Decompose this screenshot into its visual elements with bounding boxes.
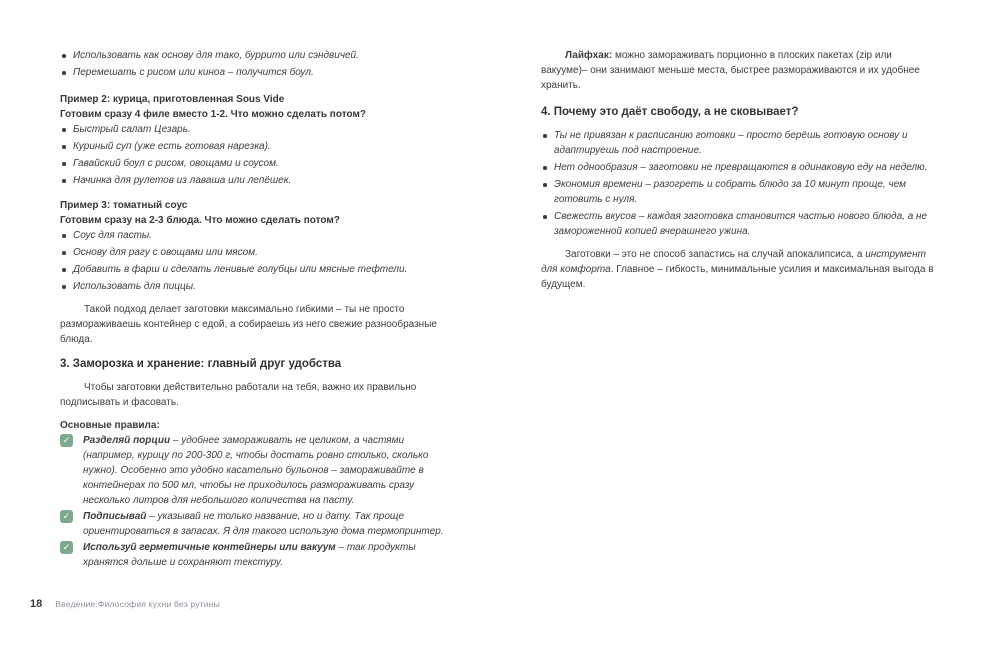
section-3-heading: 3. Заморозка и хранение: главный друг удобства: [60, 358, 342, 370]
checkbox-checked-icon: ✓: [60, 434, 73, 447]
closing-tail: . Главное – гибкость, минимальные усилия и максимальная выгода в будущем.: [541, 264, 934, 290]
rule-description: – удобнее замораживать не целиком, а частями (например, курицу по 200-300 г, чтобы достать ровно столько, сколько нужно). Особенно это удобно касательно бульонов – замораживайте в контейнерах по 500 мл, чтобы не приходилось размораживать сразу несколько литров для небольшого количества на пасту.: [83, 435, 429, 506]
rules-checklist: [60, 433, 450, 570]
rule-description: – указывай не только название, но и дату. Так проще ориентироваться в запасах. Я для такого использую дома термопринтер.: [83, 511, 444, 537]
checkbox-checked-icon: ✓: [60, 541, 73, 554]
page-footer: [30, 597, 220, 612]
closing-emphasis: инструмент для комфорта: [541, 249, 926, 275]
left-column: [60, 48, 450, 571]
flexibility-paragraph: Такой подход делает заготовки максимально гибкими – ты не просто размораживаешь контейнер с едой, а собираешь из него свежие разнообразные блюда.: [60, 304, 437, 345]
right-column: [541, 48, 939, 571]
example-3-block: [60, 198, 450, 294]
list-item: Ты не привязан к расписанию готовки – просто берёшь готовую основу и адаптируешь под настроение.: [541, 128, 939, 158]
list-item: Основу для рагу с овощами или мясом.: [60, 245, 450, 260]
book-page: [60, 48, 939, 571]
example-3-title: Пример 3: томатный соус: [60, 200, 188, 211]
rule-item-labeling: [60, 509, 450, 539]
example-3-bullet-list: [60, 228, 450, 294]
list-item: Куриный суп (уже есть готовая нарезка).: [60, 139, 450, 154]
rule-description: – так продукты хранятся дольше и сохраняют текстуру.: [83, 542, 416, 568]
closing-lead: Заготовки – это не способ запастись на случай апокалипсиса, а: [565, 249, 866, 260]
section-4-bullet-list: [541, 128, 939, 239]
list-item: Быстрый салат Цезарь.: [60, 122, 450, 137]
list-item: Нет однообразия – заготовки не превращаются в одинаковую еду на неделю.: [541, 160, 939, 175]
list-item: Экономия времени – разогреть и собрать блюдо за 10 минут проще, чем готовить с нуля.: [541, 177, 939, 207]
rule-item-portions: [60, 433, 450, 508]
list-item: Использовать как основу для тако, буррито или сэндвичей.: [60, 48, 450, 63]
chapter-title: Введение:Философия кухни без рутины: [55, 599, 220, 609]
lifehack-label: Лайфхак:: [565, 50, 613, 61]
list-item: Гавайский боул с рисом, овощами и соусом.: [60, 156, 450, 171]
rules-label: Основные правила:: [60, 420, 160, 431]
example-2-block: [60, 92, 450, 188]
example-3-question: Готовим сразу на 2-3 блюда. Что можно сделать потом?: [60, 215, 340, 226]
closing-paragraph: [541, 247, 939, 292]
list-item: Использовать для пиццы.: [60, 279, 450, 294]
example-2-question: Готовим сразу 4 филе вместо 1-2. Что можно сделать потом?: [60, 109, 366, 120]
rule-term: Разделяй порции: [83, 435, 171, 446]
list-item: Соус для пасты.: [60, 228, 450, 243]
section-4-heading: 4. Почему это даёт свободу, а не сковывает?: [541, 106, 799, 118]
list-item: Перемешать с рисом или киноа – получится боул.: [60, 65, 450, 80]
lifehack-paragraph: [541, 48, 939, 93]
lifehack-text: можно замораживать порционно в плоских пакетах (zip или вакууме)– они занимают меньше места, быстрее размораживаются и их удобнее хранить.: [541, 50, 920, 91]
list-item: Добавить в фарш и сделать ленивые голубцы или мясные тефтели.: [60, 262, 450, 277]
example-2-bullet-list: [60, 122, 450, 188]
checkbox-checked-icon: ✓: [60, 510, 73, 523]
rule-item-containers: [60, 540, 450, 570]
list-item: Начинка для рулетов из лаваша или лепёшек.: [60, 173, 450, 188]
carryover-bullet-list: [60, 48, 450, 80]
page-number: 18: [30, 598, 43, 610]
example-2-title: Пример 2: курица, приготовленная Sous Vide: [60, 94, 285, 105]
list-item: Свежесть вкусов – каждая заготовка становится частью нового блюда, а не замороженной копией вчерашнего ужина.: [541, 209, 939, 239]
rule-term: Используй герметичные контейнеры или вакуум: [83, 542, 336, 553]
section-3-intro-paragraph: Чтобы заготовки действительно работали на тебя, важно их правильно подписывать и фасовать.: [60, 382, 417, 408]
rule-term: Подписывай: [83, 511, 147, 522]
